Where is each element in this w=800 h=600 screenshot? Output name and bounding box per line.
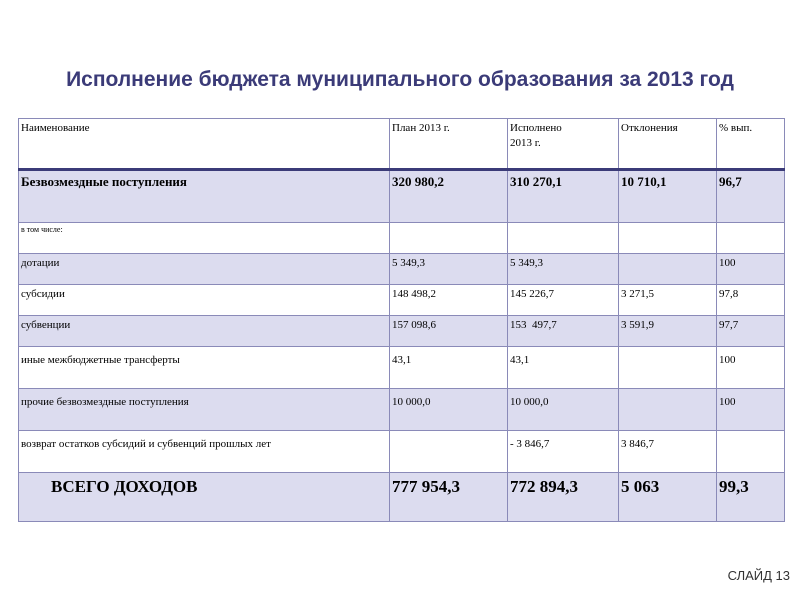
row-label: возврат остатков субсидий и субвенций прошлых лет	[19, 431, 390, 473]
cell-deviation: 3 271,5	[619, 285, 717, 316]
table-row	[19, 389, 785, 431]
cell-plan: 148 498,2	[390, 285, 508, 316]
cell-deviation	[619, 254, 717, 285]
table-row	[19, 170, 785, 223]
cell-executed: 153 497,7	[508, 316, 619, 347]
cell-executed: 5 349,3	[508, 254, 619, 285]
cell-plan: 43,1	[390, 347, 508, 389]
table-total-row	[19, 473, 785, 522]
cell-deviation	[619, 389, 717, 431]
table-row	[19, 254, 785, 285]
cell-executed: 310 270,1	[508, 170, 619, 223]
page-title: Исполнение бюджета муниципального образования за 2013 год	[66, 68, 734, 91]
cell-executed	[508, 223, 619, 254]
cell-deviation	[619, 223, 717, 254]
total-executed: 772 894,3	[508, 473, 619, 522]
cell-plan: 5 349,3	[390, 254, 508, 285]
cell-percent: 100	[717, 389, 785, 431]
cell-executed: 10 000,0	[508, 389, 619, 431]
table-row	[19, 431, 785, 473]
slide-number: СЛАЙД 13	[727, 568, 790, 583]
cell-executed: 145 226,7	[508, 285, 619, 316]
cell-deviation	[619, 347, 717, 389]
row-label: Безвозмездные поступления	[19, 170, 390, 223]
header-cell-name: Наименование	[19, 119, 390, 170]
header-cell-executed: Исполнено 2013 г.	[508, 119, 619, 170]
cell-plan	[390, 431, 508, 473]
cell-plan: 320 980,2	[390, 170, 508, 223]
table-row	[19, 347, 785, 389]
header-cell-deviation: Отклонения	[619, 119, 717, 170]
cell-deviation: 3 846,7	[619, 431, 717, 473]
header-cell-plan: План 2013 г.	[390, 119, 508, 170]
total-plan: 777 954,3	[390, 473, 508, 522]
row-label: в том числе:	[19, 223, 390, 254]
cell-plan	[390, 223, 508, 254]
row-label: иные межбюджетные трансферты	[19, 347, 390, 389]
cell-percent: 100	[717, 347, 785, 389]
row-label: субсидии	[19, 285, 390, 316]
cell-percent	[717, 431, 785, 473]
cell-plan: 157 098,6	[390, 316, 508, 347]
cell-plan: 10 000,0	[390, 389, 508, 431]
cell-deviation: 10 710,1	[619, 170, 717, 223]
cell-percent	[717, 223, 785, 254]
table-row	[19, 316, 785, 347]
cell-percent: 97,7	[717, 316, 785, 347]
row-label: дотации	[19, 254, 390, 285]
total-percent: 99,3	[717, 473, 785, 522]
budget-table	[18, 118, 785, 522]
table-header-row	[19, 119, 785, 170]
cell-percent: 96,7	[717, 170, 785, 223]
total-label: ВСЕГО ДОХОДОВ	[19, 473, 390, 522]
cell-percent: 100	[717, 254, 785, 285]
table-row	[19, 285, 785, 316]
row-label: субвенции	[19, 316, 390, 347]
cell-executed: 43,1	[508, 347, 619, 389]
cell-executed: - 3 846,7	[508, 431, 619, 473]
total-deviation: 5 063	[619, 473, 717, 522]
cell-percent: 97,8	[717, 285, 785, 316]
header-cell-percent: % вып.	[717, 119, 785, 170]
row-label: прочие безвозмездные поступления	[19, 389, 390, 431]
cell-deviation: 3 591,9	[619, 316, 717, 347]
table-row	[19, 223, 785, 254]
